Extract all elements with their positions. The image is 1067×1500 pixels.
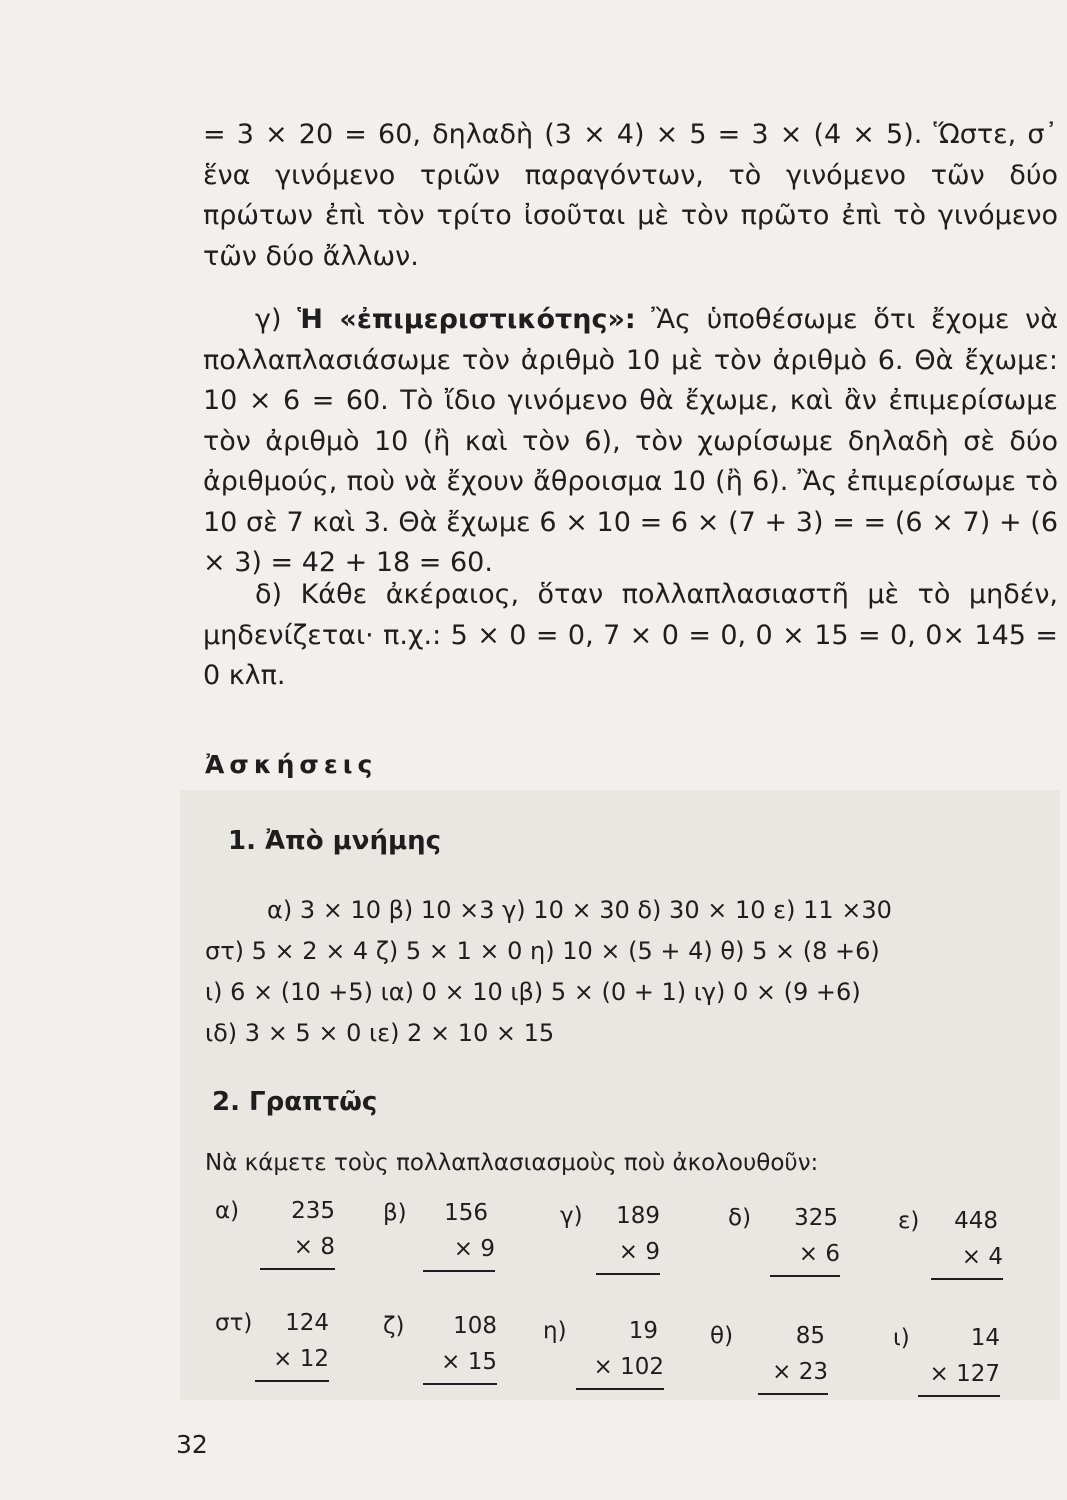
multiplicand: 19 — [628, 1318, 658, 1344]
page-number: 32 — [176, 1430, 208, 1459]
multiplier: × 9 — [596, 1239, 660, 1275]
multiplicand: 85 — [795, 1323, 825, 1349]
paragraph-distributivity — [203, 300, 1058, 584]
multiplicand: 235 — [291, 1198, 335, 1224]
multiplication-problem — [560, 1203, 710, 1283]
multiplier: × 8 — [260, 1234, 335, 1270]
multiplicand: 325 — [794, 1205, 838, 1231]
exercise-line: ι) 6 × (10 +5) ια) 0 × 10 ιβ) 5 × (0 + 1) ιγ) 0 × (9 +6) — [205, 978, 861, 1006]
multiplication-problem — [728, 1205, 878, 1285]
multiplicand: 14 — [970, 1325, 1000, 1351]
multiplicand: 108 — [453, 1313, 497, 1339]
problem-label: δ) — [728, 1205, 752, 1231]
multiplication-problem — [383, 1200, 533, 1280]
multiplication-problem — [215, 1310, 365, 1390]
written-heading: 2. Γραπτῶς — [212, 1087, 378, 1117]
problem-label: η) — [543, 1318, 567, 1344]
exercise-line: στ) 5 × 2 × 4 ζ) 5 × 1 × 0 η) 10 × (5 + 4) θ) 5 × (8 +6) — [205, 937, 880, 965]
paragraph-associativity — [203, 115, 1058, 277]
multiplier: × 23 — [758, 1359, 828, 1395]
multiplier: × 6 — [770, 1241, 840, 1277]
multiplication-problem — [898, 1208, 1048, 1288]
term-bold: Ἡ «ἐπιμεριστικότης»: — [297, 304, 636, 335]
multiplication-problem — [215, 1198, 365, 1278]
problem-label: στ) — [215, 1310, 253, 1336]
multiplication-problem — [893, 1325, 1043, 1405]
multiplicand: 124 — [285, 1310, 329, 1336]
written-instruction: Νὰ κάμετε τοὺς πολλαπλασιασμοὺς ποὺ ἀκολουθοῦν: — [205, 1150, 819, 1176]
exercise-line: ιδ) 3 × 5 × 0 ιε) 2 × 10 × 15 — [205, 1019, 555, 1047]
multiplier: × 127 — [918, 1361, 1000, 1397]
paragraph-text: δ) Κάθε ἀκέραιος, ὅταν πολλαπλασιαστῆ μὲ τὸ μηδέν, μηδενίζεται· π.χ.: 5 × 0 = 0, 7 × 0 = 0, 0 × 15 = 0, 0× 145 = 0 κλπ. — [203, 579, 1058, 691]
multiplier: × 12 — [255, 1346, 329, 1382]
exercise-line: α) 3 × 10 β) 10 ×3 γ) 10 × 30 δ) 30 × 10 ε) 11 ×30 — [267, 896, 892, 924]
item-label: γ) — [255, 304, 298, 335]
multiplication-problem — [543, 1318, 693, 1398]
multiplier: × 102 — [576, 1354, 664, 1390]
problem-label: θ) — [710, 1323, 734, 1349]
multiplicand: 156 — [444, 1200, 488, 1226]
paragraph-text: = 3 × 20 = 60, δηλαδὴ (3 × 4) × 5 = 3 × (4 × 5). Ὥστε, σ᾽ ἕνα γινόμενο τριῶν παραγόντων, τὸ γινόμενο τῶν δύο πρώτων ἐπὶ τὸν τρίτο ἰσοῦται μὲ τὸν πρῶτο ἐπὶ τὸ γινόμενο τῶν δύο ἄλλων. — [203, 119, 1058, 272]
paragraph-text: Ἂς ὑποθέσωμε ὅτι ἔχομε νὰ πολλαπλασιάσωμε τὸν ἀριθμὸ 10 μὲ τὸν ἀριθμὸ 6. Θὰ ἔχωμε: 10 × 6 = 60. Τὸ ἴδιο γινόμενο θὰ ἔχωμε, καὶ ἂν ἐπιμερίσωμε τὸν ἀριθμὸ 10 (ἢ καὶ τὸν 6), τὸν χωρίσωμε δηλαδὴ σὲ δύο ἀριθμούς, ποὺ νὰ ἔχουν ἄθροισμα 10 (ἢ 6). Ἂς ἐπιμερίσωμε τὸ 10 σὲ 7 καὶ 3. Θὰ ἔχωμε 6 × 10 = 6 × (7 + 3) = = (6 × 7) + (6 × 3) = 42 + 18 = 60. — [203, 304, 1058, 578]
multiplier: × 9 — [423, 1236, 495, 1272]
multiplier: × 15 — [423, 1349, 497, 1385]
multiplication-problem — [383, 1313, 533, 1393]
oral-exercises — [205, 890, 1025, 1054]
multiplier: × 4 — [931, 1244, 1003, 1280]
problem-label: γ) — [560, 1203, 583, 1229]
paragraph-zero-property — [203, 575, 1058, 697]
exercises-heading: Ἀσκήσεις — [205, 750, 378, 779]
oral-heading: 1. Ἀπὸ μνήμης — [228, 826, 442, 856]
multiplicand: 189 — [616, 1203, 660, 1229]
problem-label: ι) — [893, 1325, 910, 1351]
problem-label: α) — [215, 1198, 240, 1224]
problem-label: β) — [383, 1200, 407, 1226]
multiplicand: 448 — [954, 1208, 998, 1234]
multiplication-problem — [710, 1323, 860, 1403]
problem-label: ε) — [898, 1208, 920, 1234]
problem-label: ζ) — [383, 1313, 405, 1339]
